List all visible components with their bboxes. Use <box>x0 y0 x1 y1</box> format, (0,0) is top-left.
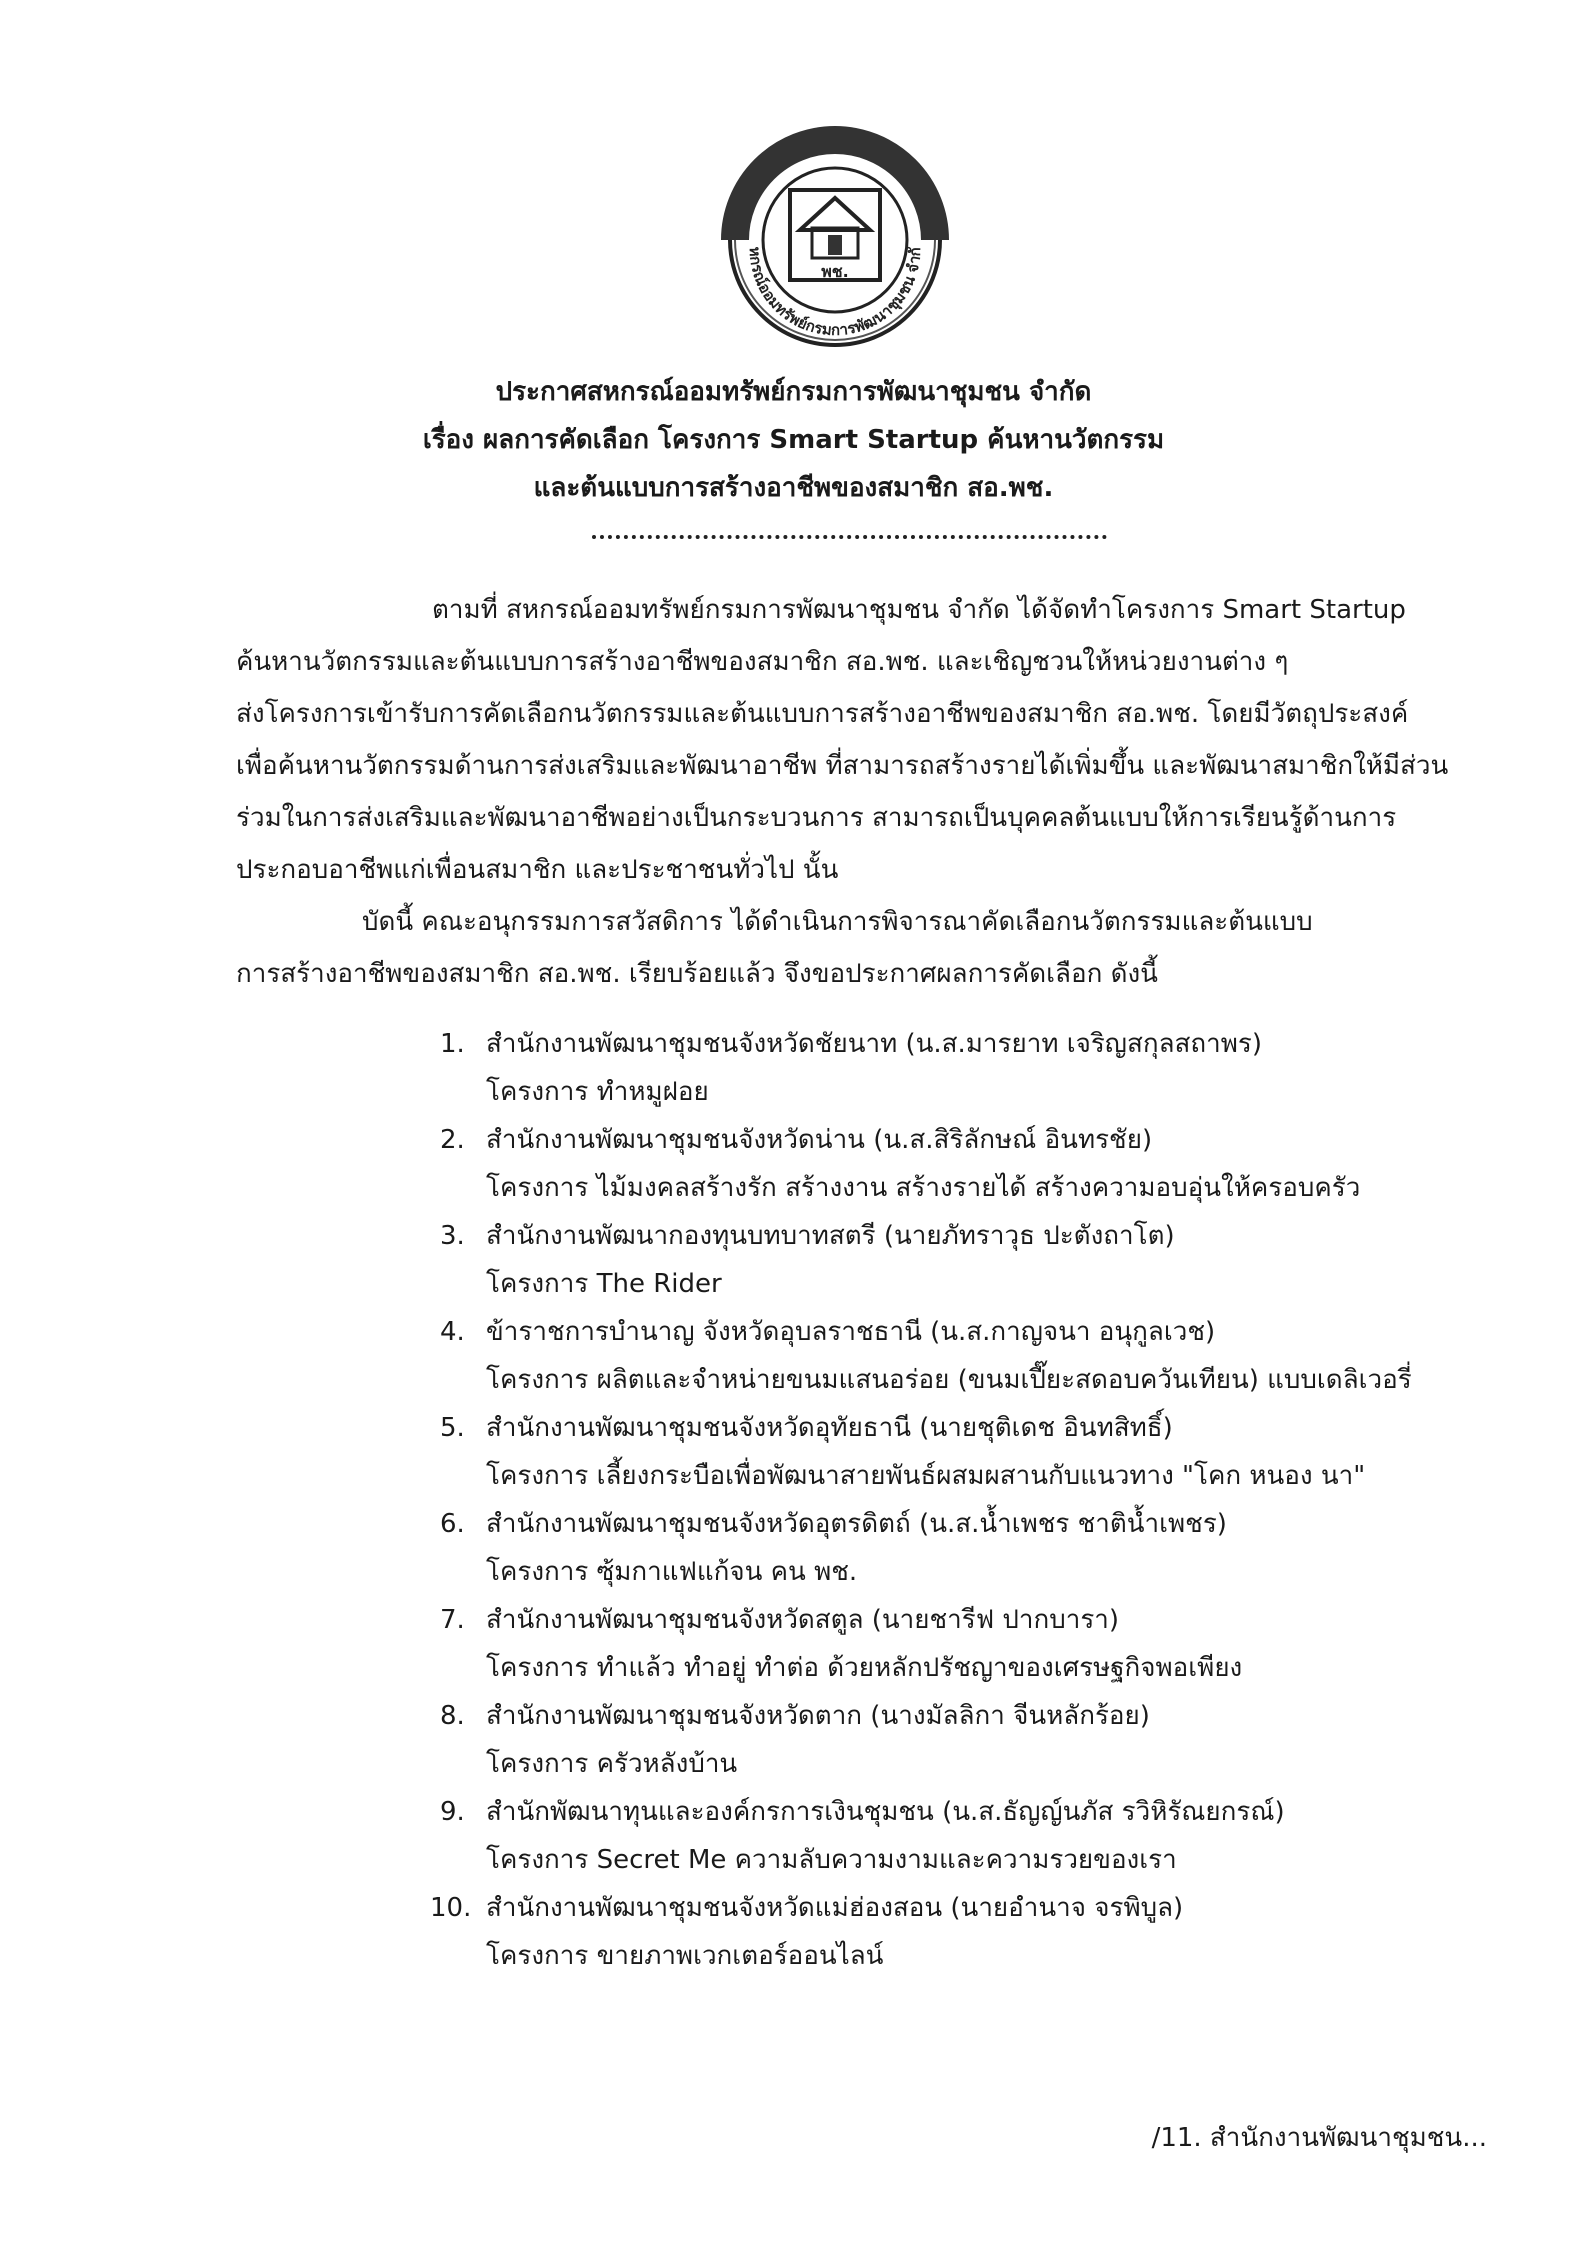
para2-line2: การสร้างอาชีพของสมาชิก สอ.พช. เรียบร้อยแล้ว จึงขอประกาศผลการคัดเลือก ดังนี้ <box>236 959 1158 989</box>
list-item-org: สำนักงานพัฒนาชุมชนจังหวัดน่าน (น.ส.สิริลักษณ์ อินทรชัย) <box>486 1125 1153 1155</box>
list-item-number: 1. <box>440 1029 465 1059</box>
list-item-org: สำนักพัฒนาทุนและองค์กรการเงินชุมชน (น.ส.ธัญญ์นภัส รวิหิรัณยกรณ์) <box>486 1797 1285 1827</box>
list-item-project: โครงการ The Rider <box>486 1269 722 1299</box>
list-item-project: โครงการ ทำแล้ว ทำอยู่ ทำต่อ ด้วยหลักปรัชญาของเศรษฐกิจพอเพียง <box>486 1653 1243 1683</box>
para1-line3: ส่งโครงการเข้ารับการคัดเลือกนวัตกรรมและต้นแบบการสร้างอาชีพของสมาชิก สอ.พช. โดยมีวัตถุประสงค์ <box>236 699 1409 729</box>
list-item-org: ข้าราชการบำนาญ จังหวัดอุบลราชธานี (น.ส.กาญจนา อนุกูลเวช) <box>486 1317 1216 1347</box>
para1-line2: ค้นหานวัตกรรมและต้นแบบการสร้างอาชีพของสมาชิก สอ.พช. และเชิญชวนให้หน่วยงานต่าง ๆ <box>236 647 1289 677</box>
list-item-org: สำนักงานพัฒนาชุมชนจังหวัดแม่ฮ่องสอน (นายอำนาจ จรพิบูล) <box>486 1893 1184 1923</box>
list-item-project: โครงการ ไม้มงคลสร้างรัก สร้างงาน สร้างรายได้ สร้างความอบอุ่นให้ครอบครัว <box>486 1173 1361 1203</box>
list-item-project: โครงการ ผลิตและจำหน่ายขนมแสนอร่อย (ขนมเปี๊ยะสดอบควันเทียน) แบบเดลิเวอรี่ <box>486 1365 1412 1395</box>
dotted-divider <box>592 535 1107 539</box>
list-item-org: สำนักงานพัฒนาชุมชนจังหวัดตาก (นางมัลลิกา จีนหลักร้อย) <box>486 1701 1150 1731</box>
announcement-subject-cont: และต้นแบบการสร้างอาชีพของสมาชิก สอ.พช. <box>533 473 1054 503</box>
list-item-org: สำนักงานพัฒนาชุมชนจังหวัดสตูล (นายชารีฟ ปากบารา) <box>486 1605 1120 1635</box>
list-item-project: โครงการ Secret Me ความลับความงามและความรวยของเรา <box>486 1845 1177 1875</box>
cooperative-seal <box>700 120 970 360</box>
list-item-project: โครงการ เลี้ยงกระบือเพื่อพัฒนาสายพันธ์ผสมผสานกับแนวทาง "โคก หนอง นา" <box>486 1461 1366 1491</box>
list-item-project: โครงการ ขายภาพเวกเตอร์ออนไลน์ <box>486 1941 884 1971</box>
list-item-number: 9. <box>440 1797 465 1827</box>
list-item-number: 3. <box>440 1221 465 1251</box>
para1-line4: เพื่อค้นหานวัตกรรมด้านการส่งเสริมและพัฒนาอาชีพ ที่สามารถสร้างรายได้เพิ่มขึ้น และพัฒนาสมาชิกให้มีส่วน <box>236 751 1449 781</box>
list-item-project: โครงการ ซุ้มกาแฟแก้จน คน พช. <box>486 1557 858 1587</box>
seal-ring-text: หกรณ์ออมทรัพย์กรมการพัฒนาชุมชน จำกั <box>745 246 925 340</box>
list-item-project: โครงการ ครัวหลังบ้าน <box>486 1749 738 1779</box>
list-item-number: 4. <box>440 1317 465 1347</box>
list-item-number: 8. <box>440 1701 465 1731</box>
para1-line1: ตามที่ สหกรณ์ออมทรัพย์กรมการพัฒนาชุมชน จำกัด ได้จัดทำโครงการ Smart Startup <box>432 595 1406 625</box>
list-item-project: โครงการ ทำหมูฝอย <box>486 1077 709 1107</box>
list-item-org: สำนักงานพัฒนาชุมชนจังหวัดอุตรดิตถ์ (น.ส.น้ำเพชร ชาติน้ำเพชร) <box>486 1509 1227 1539</box>
seal-center-text: พช. <box>821 262 849 281</box>
para1-line6: ประกอบอาชีพแก่เพื่อนสมาชิก และประชาชนทั่วไป นั้น <box>236 855 839 885</box>
list-item-number: 5. <box>440 1413 465 1443</box>
list-item-org: สำนักงานพัฒนากองทุนบทบาทสตรี (นายภัทราวุธ ปะตังถาโต) <box>486 1221 1175 1251</box>
page-continuation: /11. สำนักงานพัฒนาชุมชน... <box>1151 2123 1487 2153</box>
announcement-title: ประกาศสหกรณ์ออมทรัพย์กรมการพัฒนาชุมชน จำกัด <box>495 377 1092 407</box>
list-item-number: 2. <box>440 1125 465 1155</box>
list-item-org: สำนักงานพัฒนาชุมชนจังหวัดอุทัยธานี (นายชุติเดช อินทสิทธิ์) <box>486 1413 1173 1443</box>
seal-graphic <box>700 120 970 360</box>
list-item-number: 7. <box>440 1605 465 1635</box>
para2-line1: บัดนี้ คณะอนุกรรมการสวัสดิการ ได้ดำเนินการพิจารณาคัดเลือกนวัตกรรมและต้นแบบ <box>362 907 1313 937</box>
list-item-number: 10. <box>430 1893 472 1923</box>
list-item-number: 6. <box>440 1509 465 1539</box>
para1-line5: ร่วมในการส่งเสริมและพัฒนาอาชีพอย่างเป็นกระบวนการ สามารถเป็นบุคคลต้นแบบให้การเรียนรู้ด้านการ <box>236 803 1397 833</box>
announcement-subject: เรื่อง ผลการคัดเลือก โครงการ Smart Startup ค้นหานวัตกรรม <box>422 425 1165 455</box>
list-item-org: สำนักงานพัฒนาชุมชนจังหวัดชัยนาท (น.ส.มารยาท เจริญสกุลสถาพร) <box>486 1029 1262 1059</box>
